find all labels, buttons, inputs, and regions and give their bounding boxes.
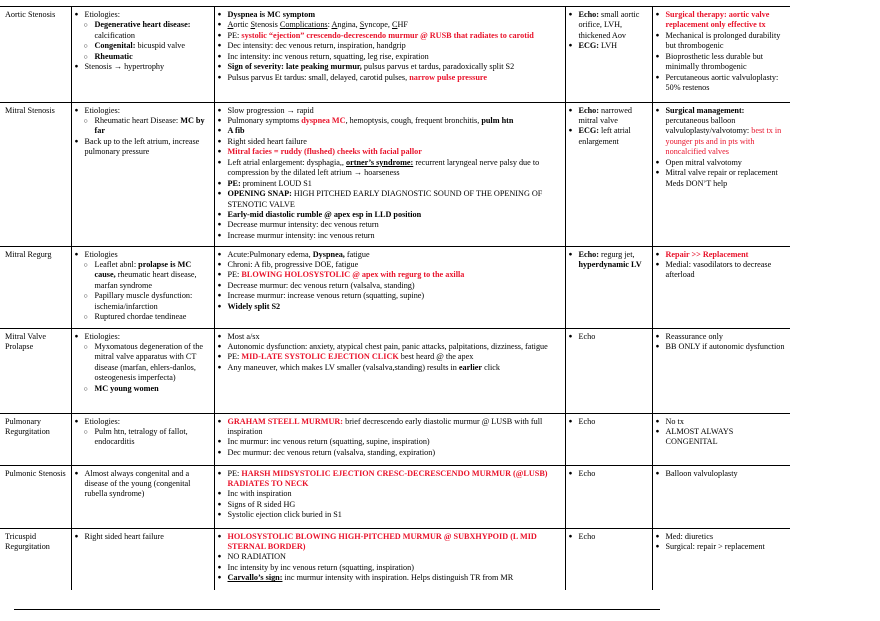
etiology-list bbox=[75, 332, 211, 395]
list-item bbox=[656, 417, 788, 427]
list-item bbox=[218, 417, 562, 438]
text-run: Inc murmur: inc venous return (squatting, supine, inspiration) bbox=[227, 437, 430, 447]
list-item bbox=[218, 563, 562, 573]
list-item bbox=[218, 500, 562, 510]
text-run: prominent LOUD S1 bbox=[240, 178, 312, 188]
list-item bbox=[569, 332, 649, 342]
list-item bbox=[218, 52, 562, 62]
list-item bbox=[75, 106, 211, 116]
treatment-list bbox=[656, 332, 788, 353]
list-item bbox=[569, 41, 649, 51]
list-item bbox=[218, 31, 562, 41]
table-row bbox=[0, 246, 790, 328]
list-item bbox=[218, 363, 562, 373]
text-run: Medial: vasodilators to decrease afterload bbox=[665, 259, 772, 280]
text-run: Echo bbox=[578, 331, 596, 341]
condition-name-cell bbox=[0, 328, 71, 413]
tests-cell bbox=[565, 328, 652, 413]
text-run: ortner’s syndrome: bbox=[346, 157, 414, 167]
list-item bbox=[75, 250, 211, 260]
etiology-list bbox=[75, 417, 211, 448]
treatment-cell bbox=[652, 102, 790, 246]
text-run: Right sided heart failure bbox=[84, 531, 164, 541]
list-item bbox=[75, 31, 211, 41]
text-run: OPENING SNAP: bbox=[227, 189, 292, 199]
text-run: recurrent laryngeal nerve palsy due to compression by the dilated left atrium → hoarseness bbox=[227, 157, 540, 178]
text-run: Left atrial enlargement: dysphagia,, bbox=[227, 157, 347, 167]
tests-cell bbox=[565, 413, 652, 465]
text-run: : bbox=[327, 20, 332, 30]
list-item bbox=[656, 250, 788, 260]
tests-list bbox=[569, 469, 649, 479]
list-item bbox=[218, 137, 562, 147]
text-run: Signs of R sided HG bbox=[227, 499, 296, 509]
text-run: Percutaneous aortic valvuloplasty: 50% restenos bbox=[665, 72, 779, 93]
text-run: Repair >> Replacement bbox=[665, 249, 749, 259]
text-run: HIGH PITCHED EARLY DIAGNOSTIC SOUND OF THE OPENING OF STENOTIC VALVE bbox=[227, 189, 543, 209]
text-run: bicuspid valve bbox=[135, 41, 186, 51]
text-run: HF bbox=[397, 20, 408, 30]
list-item bbox=[656, 10, 788, 31]
etiology-cell bbox=[71, 246, 214, 328]
tests-cell bbox=[565, 102, 652, 246]
text-run: Inc with inspiration bbox=[227, 489, 292, 499]
text-run: ECG: bbox=[578, 41, 599, 51]
text-run: S bbox=[359, 20, 365, 30]
treatment-cell bbox=[652, 465, 790, 528]
text-run: S bbox=[250, 20, 256, 30]
text-run: narrow pulse pressure bbox=[409, 72, 487, 82]
text-run: Myxomatous degeneration of the mitral valve apparatus with CT disease (marfan, ehlers-danlos, osteogenesis imperfecta) bbox=[94, 341, 203, 383]
tests-list bbox=[569, 417, 649, 427]
etiology-list bbox=[75, 10, 211, 73]
text-run: Surgical: repair > replacement bbox=[665, 541, 765, 551]
list-item bbox=[656, 179, 788, 189]
condition-name: Pulmonic Stenosis bbox=[5, 468, 66, 478]
list-item bbox=[218, 106, 562, 116]
text-run: MID-LATE SYSTOLIC EJECTION CLICK bbox=[241, 352, 399, 362]
list-item bbox=[656, 427, 788, 448]
text-run: Acute:Pulmonary edema, bbox=[227, 249, 313, 259]
list-item bbox=[75, 417, 211, 427]
text-run: Echo bbox=[578, 531, 596, 541]
text-run: Echo: bbox=[578, 249, 599, 259]
list-item bbox=[75, 41, 211, 51]
text-run: Inc intensity: inc venous return, squatting, leg rise, expiration bbox=[227, 51, 429, 61]
list-item bbox=[218, 532, 562, 553]
text-run: , hemoptysis, cough, frequent bronchitis, bbox=[345, 115, 482, 125]
text-run: Almost always congenital and a disease of the young (congenital rubella syndrome) bbox=[84, 468, 191, 499]
text-run: Papillary muscle dysfunction: ischemia/infarction bbox=[94, 291, 193, 311]
text-run: Rheumatic heart Disease: bbox=[94, 115, 181, 125]
text-run: PE: bbox=[227, 30, 242, 40]
text-run: NO RADIATION bbox=[227, 552, 286, 562]
text-run: Degenerative heart disease: bbox=[94, 20, 191, 30]
treatment-list bbox=[656, 250, 788, 281]
list-item bbox=[218, 179, 562, 189]
text-run: regurg jet, bbox=[598, 249, 635, 259]
etiology-cell bbox=[71, 328, 214, 413]
findings-cell bbox=[214, 7, 565, 102]
condition-name: Mitral Regurg bbox=[5, 249, 52, 259]
text-run: earlier bbox=[458, 362, 483, 372]
text-run: PE: bbox=[227, 352, 242, 362]
tests-cell bbox=[565, 246, 652, 328]
text-run: LVH bbox=[598, 41, 618, 51]
text-run: inc murmur intensity with inspiration. Helps distinguish TR from MR bbox=[282, 573, 514, 583]
treatment-cell bbox=[652, 413, 790, 465]
list-item bbox=[218, 352, 562, 362]
text-run: Reassurance only bbox=[665, 331, 724, 341]
condition-name-cell bbox=[0, 465, 71, 528]
table-row bbox=[0, 413, 790, 465]
text-run: Bioprosthetic less durable but minimally thrombogenic bbox=[665, 51, 764, 72]
etiology-list bbox=[75, 106, 211, 158]
text-run: ECG: bbox=[578, 126, 599, 136]
text-run: Leaflet abnl: bbox=[94, 259, 139, 269]
tests-list bbox=[569, 332, 649, 342]
table-row bbox=[0, 102, 790, 246]
tests-list bbox=[569, 10, 649, 52]
list-item bbox=[656, 342, 788, 352]
condition-name: Mitral Stenosis bbox=[5, 105, 55, 115]
text-run: Increase murmur: increase venous return (squatting, supine) bbox=[227, 291, 425, 301]
findings-list bbox=[218, 10, 562, 83]
list-item bbox=[569, 417, 649, 427]
treatment-list bbox=[656, 10, 788, 94]
text-run: Rheumatic bbox=[94, 51, 133, 61]
list-item bbox=[218, 210, 562, 220]
text-run: A fib bbox=[227, 126, 245, 136]
list-item bbox=[656, 260, 788, 281]
list-item bbox=[656, 52, 788, 73]
condition-name: Mitral Valve Prolapse bbox=[5, 331, 47, 351]
text-run: Surgical therapy: aortic valve replacement only effective tx bbox=[665, 10, 770, 30]
list-item bbox=[75, 312, 211, 322]
text-run: Dec murmur: dec venous return (valsalva, standing, expiration) bbox=[227, 447, 436, 457]
text-run: click bbox=[482, 362, 501, 372]
text-run: ngina, bbox=[337, 20, 360, 30]
findings-cell bbox=[214, 246, 565, 328]
etiology-list bbox=[75, 250, 211, 323]
text-run: A bbox=[227, 20, 234, 30]
text-run: pulsus parvus et tardus, paradoxically split S2 bbox=[361, 62, 515, 72]
etiology-list bbox=[75, 469, 211, 500]
text-run: PE: bbox=[227, 178, 241, 188]
findings-list bbox=[218, 332, 562, 374]
list-item bbox=[75, 427, 211, 448]
findings-list bbox=[218, 469, 562, 521]
list-item bbox=[218, 573, 562, 583]
list-item bbox=[218, 469, 562, 490]
text-run: Congenital: bbox=[94, 41, 136, 51]
list-item bbox=[656, 158, 788, 168]
text-run: ALMOST ALWAYS CONGENITAL bbox=[665, 426, 734, 447]
text-run: BLOWING HOLOSYSTOLIC @ apex with regurg to the axilla bbox=[241, 270, 465, 280]
findings-cell bbox=[214, 413, 565, 465]
text-run: Mitral valve repair or replacement bbox=[665, 168, 778, 178]
text-run: Echo bbox=[578, 416, 596, 426]
list-item bbox=[218, 10, 562, 20]
tests-cell bbox=[565, 7, 652, 102]
table-body bbox=[0, 7, 790, 590]
text-run: Etiologies bbox=[84, 249, 118, 259]
text-run: pulm htn bbox=[481, 115, 514, 125]
list-item bbox=[218, 250, 562, 260]
list-item bbox=[75, 52, 211, 62]
text-run: Mechanical is prolonged durability but thrombogenic bbox=[665, 30, 781, 51]
text-run: systolic “ejection” crescendo-decrescendo murmur @ RUSB that radiates to carotid bbox=[241, 30, 534, 40]
text-run: C bbox=[392, 20, 398, 30]
text-run: Pulmonary symptoms bbox=[227, 115, 302, 125]
table-row bbox=[0, 7, 790, 102]
condition-name-cell bbox=[0, 246, 71, 328]
text-run: Dyspnea, bbox=[312, 249, 345, 259]
text-run: PE: bbox=[227, 270, 242, 280]
list-item bbox=[656, 106, 788, 158]
findings-cell bbox=[214, 528, 565, 590]
text-run: Chroni: A fib, progressive DOE, fatigue bbox=[227, 259, 359, 269]
list-item bbox=[75, 291, 211, 312]
list-item bbox=[218, 332, 562, 342]
text-run: Meds DON’T help bbox=[665, 178, 728, 188]
list-item bbox=[218, 448, 562, 458]
condition-name: Aortic Stenosis bbox=[5, 10, 56, 19]
list-item bbox=[75, 137, 211, 158]
list-item bbox=[218, 510, 562, 520]
etiology-cell bbox=[71, 413, 214, 465]
text-run: PE: bbox=[227, 468, 242, 478]
list-item bbox=[218, 437, 562, 447]
text-run: Pulm htn, tetralogy of fallot, endocarditis bbox=[94, 426, 188, 447]
etiology-cell bbox=[71, 465, 214, 528]
findings-list bbox=[218, 250, 562, 313]
text-run: omplications bbox=[285, 20, 328, 30]
findings-list bbox=[218, 532, 562, 584]
list-item bbox=[218, 231, 562, 241]
text-run: prolapse is MC cause, bbox=[94, 259, 192, 280]
list-item bbox=[75, 342, 211, 384]
tests-list bbox=[569, 106, 649, 148]
list-item bbox=[218, 73, 562, 83]
text-run: rheumatic heart disease, marfan syndrome bbox=[94, 270, 197, 290]
list-item bbox=[569, 469, 649, 479]
text-run: Med: diuretics bbox=[665, 531, 714, 541]
list-item bbox=[218, 489, 562, 499]
text-run: percutaneous balloon valvuloplasty/valvotomy: bbox=[665, 115, 752, 136]
text-run: Etiologies: bbox=[84, 105, 120, 115]
list-item bbox=[75, 332, 211, 342]
treatment-cell bbox=[652, 528, 790, 590]
text-run: best heard @ the apex bbox=[398, 352, 474, 362]
text-run: Carvallo’s sign: bbox=[227, 573, 283, 583]
text-run: small aortic orifice, LVH, thickened Aov bbox=[578, 10, 640, 40]
text-run: Mitral facies = ruddy (flushed) cheeks with facial pallor bbox=[227, 147, 422, 157]
list-item bbox=[218, 189, 562, 210]
condition-name-cell bbox=[0, 102, 71, 246]
list-item bbox=[75, 532, 211, 542]
list-item bbox=[75, 116, 211, 137]
text-run: Echo bbox=[578, 468, 596, 478]
list-item bbox=[656, 73, 788, 94]
text-run: Etiologies: bbox=[84, 331, 120, 341]
etiology-cell bbox=[71, 528, 214, 590]
list-item bbox=[75, 469, 211, 500]
text-run: Slow progression → rapid bbox=[227, 105, 314, 115]
text-run: Widely split S2 bbox=[227, 301, 281, 311]
text-run: Early-mid diastolic rumble @ apex esp in LLD position bbox=[227, 210, 422, 220]
list-item bbox=[218, 302, 562, 312]
tests-list bbox=[569, 250, 649, 271]
list-item bbox=[218, 281, 562, 291]
list-item bbox=[75, 10, 211, 20]
tests-cell bbox=[565, 528, 652, 590]
list-item bbox=[218, 126, 562, 136]
list-item bbox=[218, 552, 562, 562]
list-item bbox=[218, 158, 562, 179]
text-run: Dyspnea is MC symptom bbox=[227, 10, 316, 19]
text-run: Echo: bbox=[578, 105, 599, 115]
findings-list bbox=[218, 106, 562, 242]
text-run: left atrial enlargement bbox=[578, 126, 631, 146]
list-item bbox=[218, 62, 562, 72]
findings-cell bbox=[214, 465, 565, 528]
condition-name-cell bbox=[0, 528, 71, 590]
findings-cell bbox=[214, 102, 565, 246]
list-item bbox=[75, 20, 211, 30]
list-item bbox=[218, 270, 562, 280]
list-item bbox=[75, 260, 211, 291]
text-run: hyperdynamic LV bbox=[578, 259, 642, 269]
text-run: calcification bbox=[94, 30, 135, 40]
etiology-cell bbox=[71, 7, 214, 102]
list-item bbox=[656, 532, 788, 542]
text-run: BB ONLY if autonomic dysfunction bbox=[665, 341, 785, 351]
text-run: C bbox=[279, 20, 286, 30]
treatment-cell bbox=[652, 7, 790, 102]
text-run: Stenosis → hypertrophy bbox=[84, 62, 165, 72]
table-row bbox=[0, 465, 790, 528]
list-item bbox=[218, 116, 562, 126]
list-item bbox=[218, 291, 562, 301]
text-run: Back up to the left atrium, increase pulmonary pressure bbox=[84, 136, 200, 157]
list-item bbox=[569, 10, 649, 41]
list-item bbox=[569, 532, 649, 542]
list-item bbox=[656, 542, 788, 552]
text-run: Inc intensity by inc venous return (squatting, inspiration) bbox=[227, 562, 414, 572]
text-run: Systolic ejection click buried in S1 bbox=[227, 510, 342, 520]
text-run: ortic bbox=[233, 20, 251, 30]
list-item bbox=[218, 20, 562, 30]
condition-name: Pulmonary Regurgitation bbox=[5, 416, 50, 436]
text-run: Most a/sx bbox=[227, 331, 260, 341]
tests-list bbox=[569, 532, 649, 542]
findings-cell bbox=[214, 328, 565, 413]
table-row bbox=[0, 528, 790, 590]
treatment-cell bbox=[652, 328, 790, 413]
text-run: Sign of severity: late peaking murmur, bbox=[227, 62, 362, 72]
condition-name: Tricuspid Regurgitation bbox=[5, 531, 50, 551]
findings-list bbox=[218, 417, 562, 459]
text-run: GRAHAM STEELL MURMUR: bbox=[227, 416, 344, 426]
text-run: best tx in younger pts and in pts with noncalcified valves bbox=[665, 126, 782, 157]
text-run: Any maneuver, which makes LV smaller (valsalva,standing) results in bbox=[227, 362, 459, 372]
text-run: Surgical management: bbox=[665, 105, 745, 115]
treatment-list bbox=[656, 469, 788, 479]
etiology-list bbox=[75, 532, 211, 542]
text-run: Increase murmur intensity: inc venous return bbox=[227, 230, 375, 240]
treatment-list bbox=[656, 106, 788, 190]
text-run: A bbox=[331, 20, 338, 30]
text-run: Right sided heart failure bbox=[227, 136, 307, 146]
etiology-cell bbox=[71, 102, 214, 246]
treatment-list bbox=[656, 417, 788, 448]
list-item bbox=[569, 106, 649, 127]
text-run: Etiologies: bbox=[84, 10, 120, 19]
table-row bbox=[0, 328, 790, 413]
text-run: fatigue bbox=[344, 249, 370, 259]
text-run: HOLOSYSTOLIC BLOWING HIGH-PITCHED MURMUR @ SUBXHYPOID (L MID STERNAL BORDER) bbox=[227, 531, 537, 551]
text-run: Balloon valvuloplasty bbox=[665, 468, 738, 478]
list-item bbox=[569, 126, 649, 147]
list-item bbox=[569, 250, 649, 271]
tests-cell bbox=[565, 465, 652, 528]
list-item bbox=[656, 168, 788, 178]
text-run: dyspnea MC bbox=[301, 115, 346, 125]
text-run: MC by far bbox=[94, 115, 205, 136]
text-run: Etiologies: bbox=[84, 416, 120, 426]
bottom-rule bbox=[14, 609, 660, 610]
text-run: tenosis bbox=[255, 20, 280, 30]
list-item bbox=[656, 469, 788, 479]
text-run: MC young women bbox=[94, 383, 159, 393]
condition-name-cell bbox=[0, 413, 71, 465]
list-item bbox=[75, 384, 211, 394]
text-run: Pulsus parvus Et tardus: small, delayed, carotid pulses, bbox=[227, 72, 410, 82]
list-item bbox=[656, 31, 788, 52]
text-run: Echo: bbox=[578, 10, 599, 19]
text-run: Decrease murmur: dec venous return (valsalva, standing) bbox=[227, 280, 415, 290]
text-run: yncope, bbox=[364, 20, 393, 30]
treatment-cell bbox=[652, 246, 790, 328]
list-item bbox=[75, 62, 211, 72]
text-run: HARSH MIDSYSTOLIC EJECTION CRESC-DECRESCENDO MURMUR (@LUSB) RADIATES TO NECK bbox=[227, 468, 548, 488]
condition-name-cell bbox=[0, 7, 71, 102]
valve-disease-table bbox=[0, 7, 790, 590]
text-run: Open mitral valvotomy bbox=[665, 157, 742, 167]
text-run: Decrease murmur intensity: dec venous return bbox=[227, 220, 379, 230]
list-item bbox=[218, 260, 562, 270]
text-run: No tx bbox=[665, 416, 684, 426]
list-item bbox=[218, 220, 562, 230]
text-run: narrowed mitral valve bbox=[578, 105, 632, 125]
list-item bbox=[656, 332, 788, 342]
text-run: Autonomic dysfunction: anxiety, atypical chest pain, panic attacks, palpitations, dizziness, fatigue bbox=[227, 341, 548, 351]
list-item bbox=[218, 147, 562, 157]
text-run: brief decrescendo early diastolic murmur @ LUSB with full inspiration bbox=[227, 416, 543, 436]
list-item bbox=[218, 342, 562, 352]
text-run: Dec intensity: dec venous return, inspiration, handgrip bbox=[227, 41, 406, 51]
treatment-list bbox=[656, 532, 788, 553]
text-run: Ruptured chordae tendineae bbox=[94, 312, 187, 322]
list-item bbox=[218, 41, 562, 51]
